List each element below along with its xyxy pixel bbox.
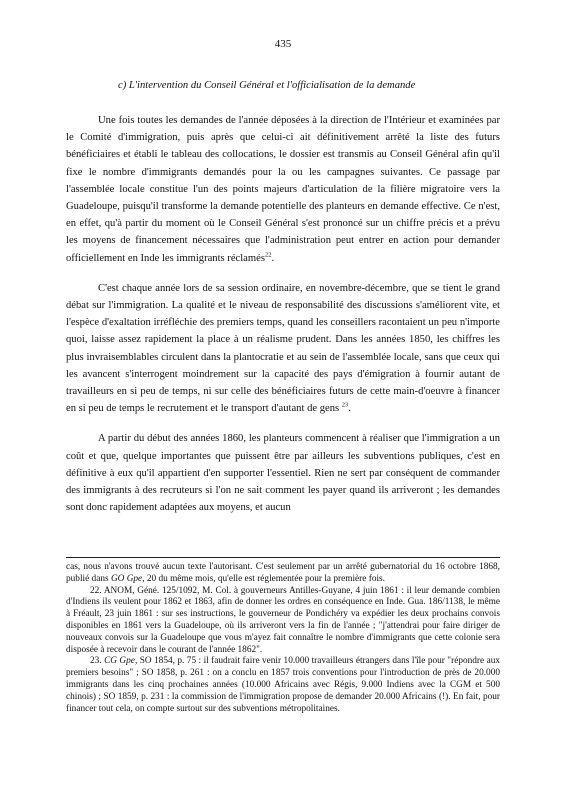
paragraph-text: A partir du début des années 1860, les planteurs commencent à réaliser que l'immigration a un coût et que, quelque importantes que puissent être par ailleurs les subventions publiques, c'est en définitive à eux qu'il appartient d'en supporter l'essentiel. Rien ne sert par conséquent de commander des immigrants à des recruteurs si l'on ne sait comment les payer quand ils arriveront ; les demandes sont donc rapidement adaptées aux moyens, et aucun [66,433,500,514]
body-text [66,112,500,529]
paragraph-text: C'est chaque année lors de sa session ordinaire, en novembre-décembre, que se tient le grand débat sur l'immigration. La qualité et le niveau de responsabilité des discussions s'améliorent vite, et l'espèce d'exaltation irréfléchie des premiers temps, quand les conseillers racontaient un peu n'importe quoi, laisse assez rapidement la place à un réalisme prudent. Dans les années 1850, les chiffres les plus invraisemblables circulent dans la plantocratie et au sein de l'assemblée locale, sans que ceux qui les avancent s'interrogent moindrement sur la capacité des pays d'émigration à fournir autant de travailleurs en si peu de temps, ni sur celle des bénéficiaires futurs de cette main-d'oeuvre à financer en si peu de temps le recrutement et le transport d'autant de gens [66,282,500,415]
paragraph-text: Une fois toutes les demandes de l'année déposées à la direction de l'Intérieur et examinées par le Comité d'immigration, puis après que celui-ci ait définitivement arrêté la liste des futurs bénéficiaires et établi le tableau des collocations, le dossier est transmis au Conseil Général afin qu'il fixe le nombre d'immigrants demandés pour la ou les campagnes suivantes. Ce passage par l'assemblée locale constitue l'un des points majeurs d'articulation de la filière migratoire vers la Guadeloupe, puisqu'il transforme la demande potentielle des planteurs en demande effective. Ce n'est, en effet, qu'à partir du moment où le Conseil Général s'est prononcé sur un chiffre précis et a prévu les moyens de financement nécessaires que l'administration peut entrer en action pour demander officiellement en Inde les immigrants réclamés [66,115,500,264]
footnote-text: cas, nous n'avons trouvé aucun texte l'autorisant. C'est seulement par un arrêté gubernatorial du 16 octobre 1868, publié dans [66,562,500,584]
footnote-divider [66,557,500,558]
section-title: c) L'intervention du Conseil Général et l'officialisation de la demande [118,80,416,91]
footnote-continuation [66,562,500,586]
paragraph: Une fois toutes les demandes de l'année déposées à la direction de l'Intérieur et examinées par le Comité d'immigration, puis après que celui-ci ait définitivement arrêté la liste des futurs bénéficiaires et établi le tableau des collocations, le dossier est transmis au Conseil Général afin qu'il fixe le nombre d'immigrants demandés pour la ou les campagnes suivantes. Ce passage par l'assemblée locale constitue l'un des points majeurs d'articulation de la filière migratoire vers la Guadeloupe, puisqu'il transforme la demande potentielle des planteurs en demande effective. Ce n'est, en effet, qu'à partir du moment où le Conseil Général s'est prononcé sur un chiffre précis et a prévu les moyens de financement nécessaires que l'administration peut entrer en action pour demander officiellement en Inde les immigrants réclamés$^{22}$. [66,115,500,264]
footnote-ref: 22 [264,251,272,259]
footnote-source: GO Gpe [110,573,143,584]
paragraph [66,430,500,516]
footnote-22: 22. ANOM, Géné. 125/1092, M. Col. à gouverneurs Antilles-Guyane, 4 juin 1861 : il leur demande combien d'Indiens ils veulent pour 1862 et 1863, afin de donner les ordres en conséquence en Inde. Gua. 186/1138, le même à Fréault, 23 juin 1861 : sur ses instructions, le gouverneur de Pondichéry va expédier les deux prochains convois disponibles en 1861 vers la Guadeloupe, où ils arriveront vers la fin de l'année ; "j'attendrai pour faire diriger de nouveaux convois sur la Guadeloupe que vous m'ayez fait connaître le nombre d'immigrants que cette colonie sera disposée à recevoir dans le courant de l'année 1862". [66,585,500,655]
paragraph: C'est chaque année lors de sa session ordinaire, en novembre-décembre, que se tient le grand débat sur l'immigration. La qualité et le niveau de responsabilité des discussions s'améliorent vite, et l'espèce d'exaltation irréfléchie des premiers temps, quand les conseillers racontaient un peu n'importe quoi, laisse assez rapidement la place à un réalisme prudent. Dans les années 1850, les chiffres les plus invraisemblables circulent dans la plantocratie et au sein de l'assemblée locale, sans que ceux qui les avancent s'interrogent moindrement sur la capacité des pays d'émigration à fournir autant de travailleurs en si peu de temps, ni sur celle des bénéficiaires futurs de cette main-d'oeuvre à financer en si peu de temps le recrutement et le transport d'autant de gens $^{23}$. [66,282,500,415]
footnote-ref: 23 [341,401,349,409]
page-number: 435 [274,38,292,50]
footnote-source: CG Gpe [104,656,135,667]
footnotes [66,562,500,715]
footnote-text: , SO 1854, p. 75 : il faudrait faire venir 10.000 travailleurs étrangers dans l'île pour "répondre aux premiers besoins" ; SO 1858, p. 261 : on a conclu en 1857 trois conventions pour l'introduction de près de 20.000 immigrants dans les cinq prochaines années (10.000 Africains avec Régis, 9.000 Indiens avec la CGM et 500 chinois) ; SO 1859, p. 231 : la commission de l'immigration propose de demander 20.000 Africains (!). En fait, pour financer tout cela, on compte surtout sur des subventions métropolitaines. [66,656,501,714]
footnote-text: , 20 du même mois, qu'elle est réglementée pour la première fois. [142,573,385,584]
footnote-text: 23. [90,656,105,667]
footnote-23 [66,656,500,715]
